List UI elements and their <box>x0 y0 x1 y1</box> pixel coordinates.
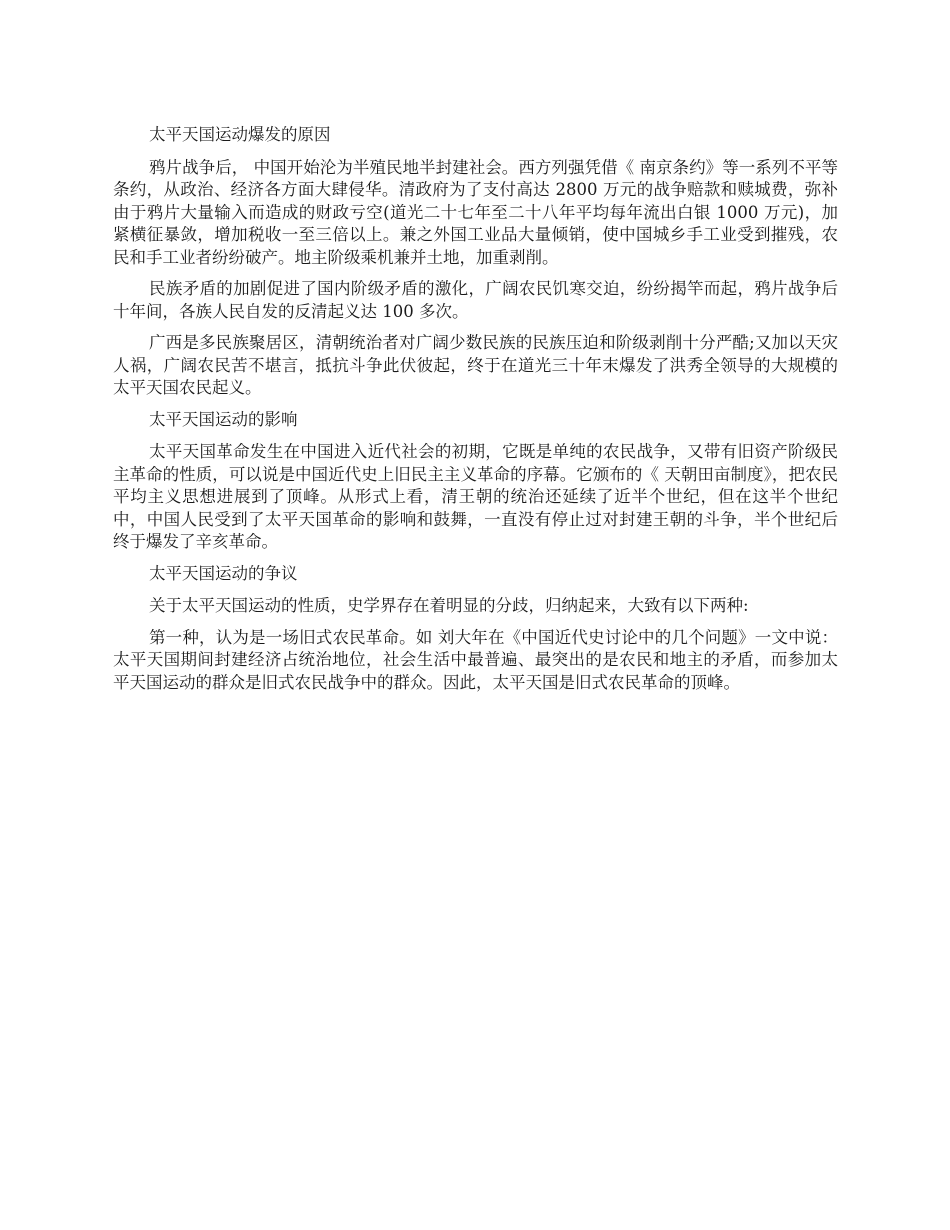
section-heading-controversy: 太平天国运动的争议 <box>149 563 298 583</box>
paragraph-causes-2: 民族矛盾的加剧促进了国内阶级矛盾的激化，广阔农民饥寒交迫，纷纷揭竿而起，鸦片战争后十年间，各族人民自发的反清起义达 100 多次。 <box>113 279 838 321</box>
paragraph-causes-3: 广西是多民族聚居区，清朝统治者对广阔少数民族的民族压迫和阶级剥削十分严酷;又加以天灾人祸，广阔农民苦不堪言，抵抗斗争此伏彼起，终于在道光三十年末爆发了洪秀全领导的大规模的太平天国农民起义。 <box>113 333 838 397</box>
paragraph-controversy-2: 第一种，认为是一场旧式农民革命。如 刘大年在《中国近代史讨论中的几个问题》一文中说：太平天国期间封建经济占统治地位，社会生活中最普遍、最突出的是农民和地主的矛盾，而参加太平天国运动的群众是旧式农民战争中的群众。因此，太平天国是旧式农民革命的顶峰。 <box>113 627 838 692</box>
paragraph-causes-1: 鸦片战争后， 中国开始沦为半殖民地半封建社会。西方列强凭借《 南京条约》等一系列不平等条约，从政治、经济各方面大肆侵华。清政府为了支付高达 2800 万元的战争赔款和赎城费，弥补由于鸦片大量输入而造成的财政亏空(道光二十七年至二十八年平均每年流出白银 1000 万元)，加紧横征暴敛，增加税收一至三倍以上。兼之外国工业品大量倾销，使中国城乡手工业受到摧残，农民和手工业者纷纷破产。地主阶级乘机兼并土地，加重剥削。 <box>113 157 838 267</box>
paragraph-controversy-1: 关于太平天国运动的性质，史学界存在着明显的分歧，归纳起来，大致有以下两种: <box>149 596 749 615</box>
section-heading-causes: 太平天国运动爆发的原因 <box>149 125 331 144</box>
document-body <box>113 124 838 703</box>
paragraph-impact-1: 太平天国革命发生在中国进入近代社会的初期，它既是单纯的农民战争，又带有旧资产阶级民主革命的性质，可以说是中国近代史上旧民主主义革命的序幕。它颁布的《 天朝田亩制度》，把农民平均主义思想进展到了顶峰。从形式上看，清王朝的统治还延续了近半个世纪，但在这半个世纪中，中国人民受到了太平天国革命的影响和鼓舞，一直没有停止过对封建王朝的斗争，半个世纪后终于爆发了辛亥革命。 <box>113 442 838 551</box>
section-heading-impact: 太平天国运动的影响 <box>149 409 298 429</box>
